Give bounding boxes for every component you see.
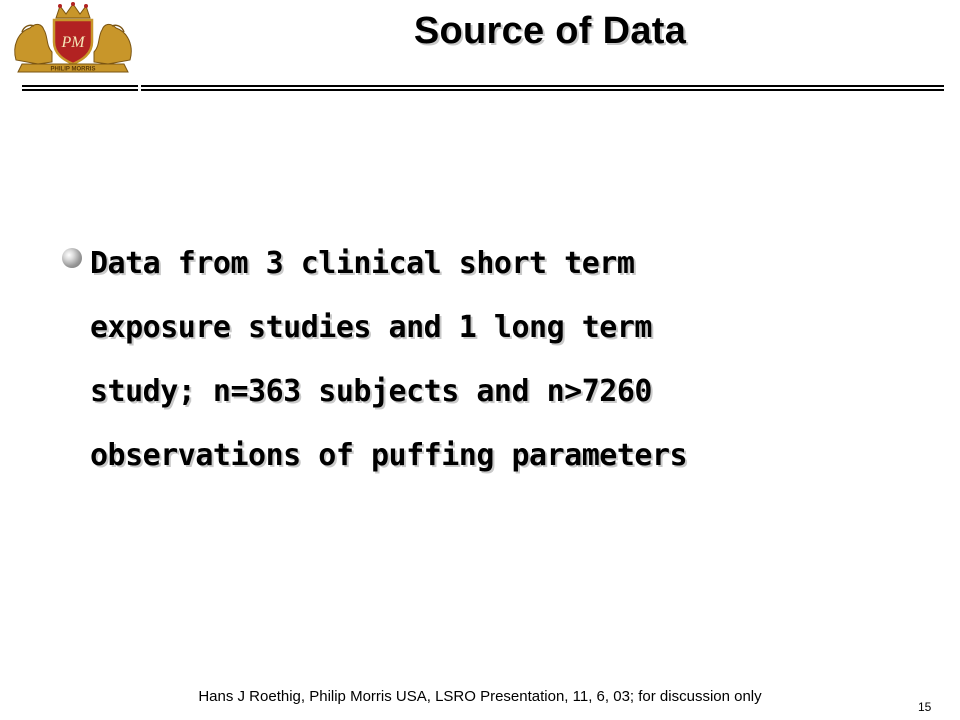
logo-monogram: PM — [61, 34, 85, 51]
bullet-line: Data from 3 clinical short term — [90, 246, 635, 281]
bullet-text — [90, 232, 890, 488]
bullet-line: study; n=363 subjects and n>7260 — [90, 374, 652, 409]
bullet-line: exposure studies and 1 long term — [90, 310, 652, 345]
title-divider — [22, 85, 944, 91]
bullet-line: observations of puffing parameters — [90, 438, 688, 473]
slide-footer: Hans J Roethig, Philip Morris USA, LSRO Presentation, 11, 6, 03; for discussion only — [198, 688, 762, 705]
bullet-dot-icon — [62, 248, 82, 268]
slide-title: Source of Data — [413, 10, 687, 52]
philip-morris-crest-icon — [8, 2, 138, 78]
logo-banner: PHILIP MORRIS — [50, 66, 96, 73]
page-number: 15 — [918, 700, 932, 714]
